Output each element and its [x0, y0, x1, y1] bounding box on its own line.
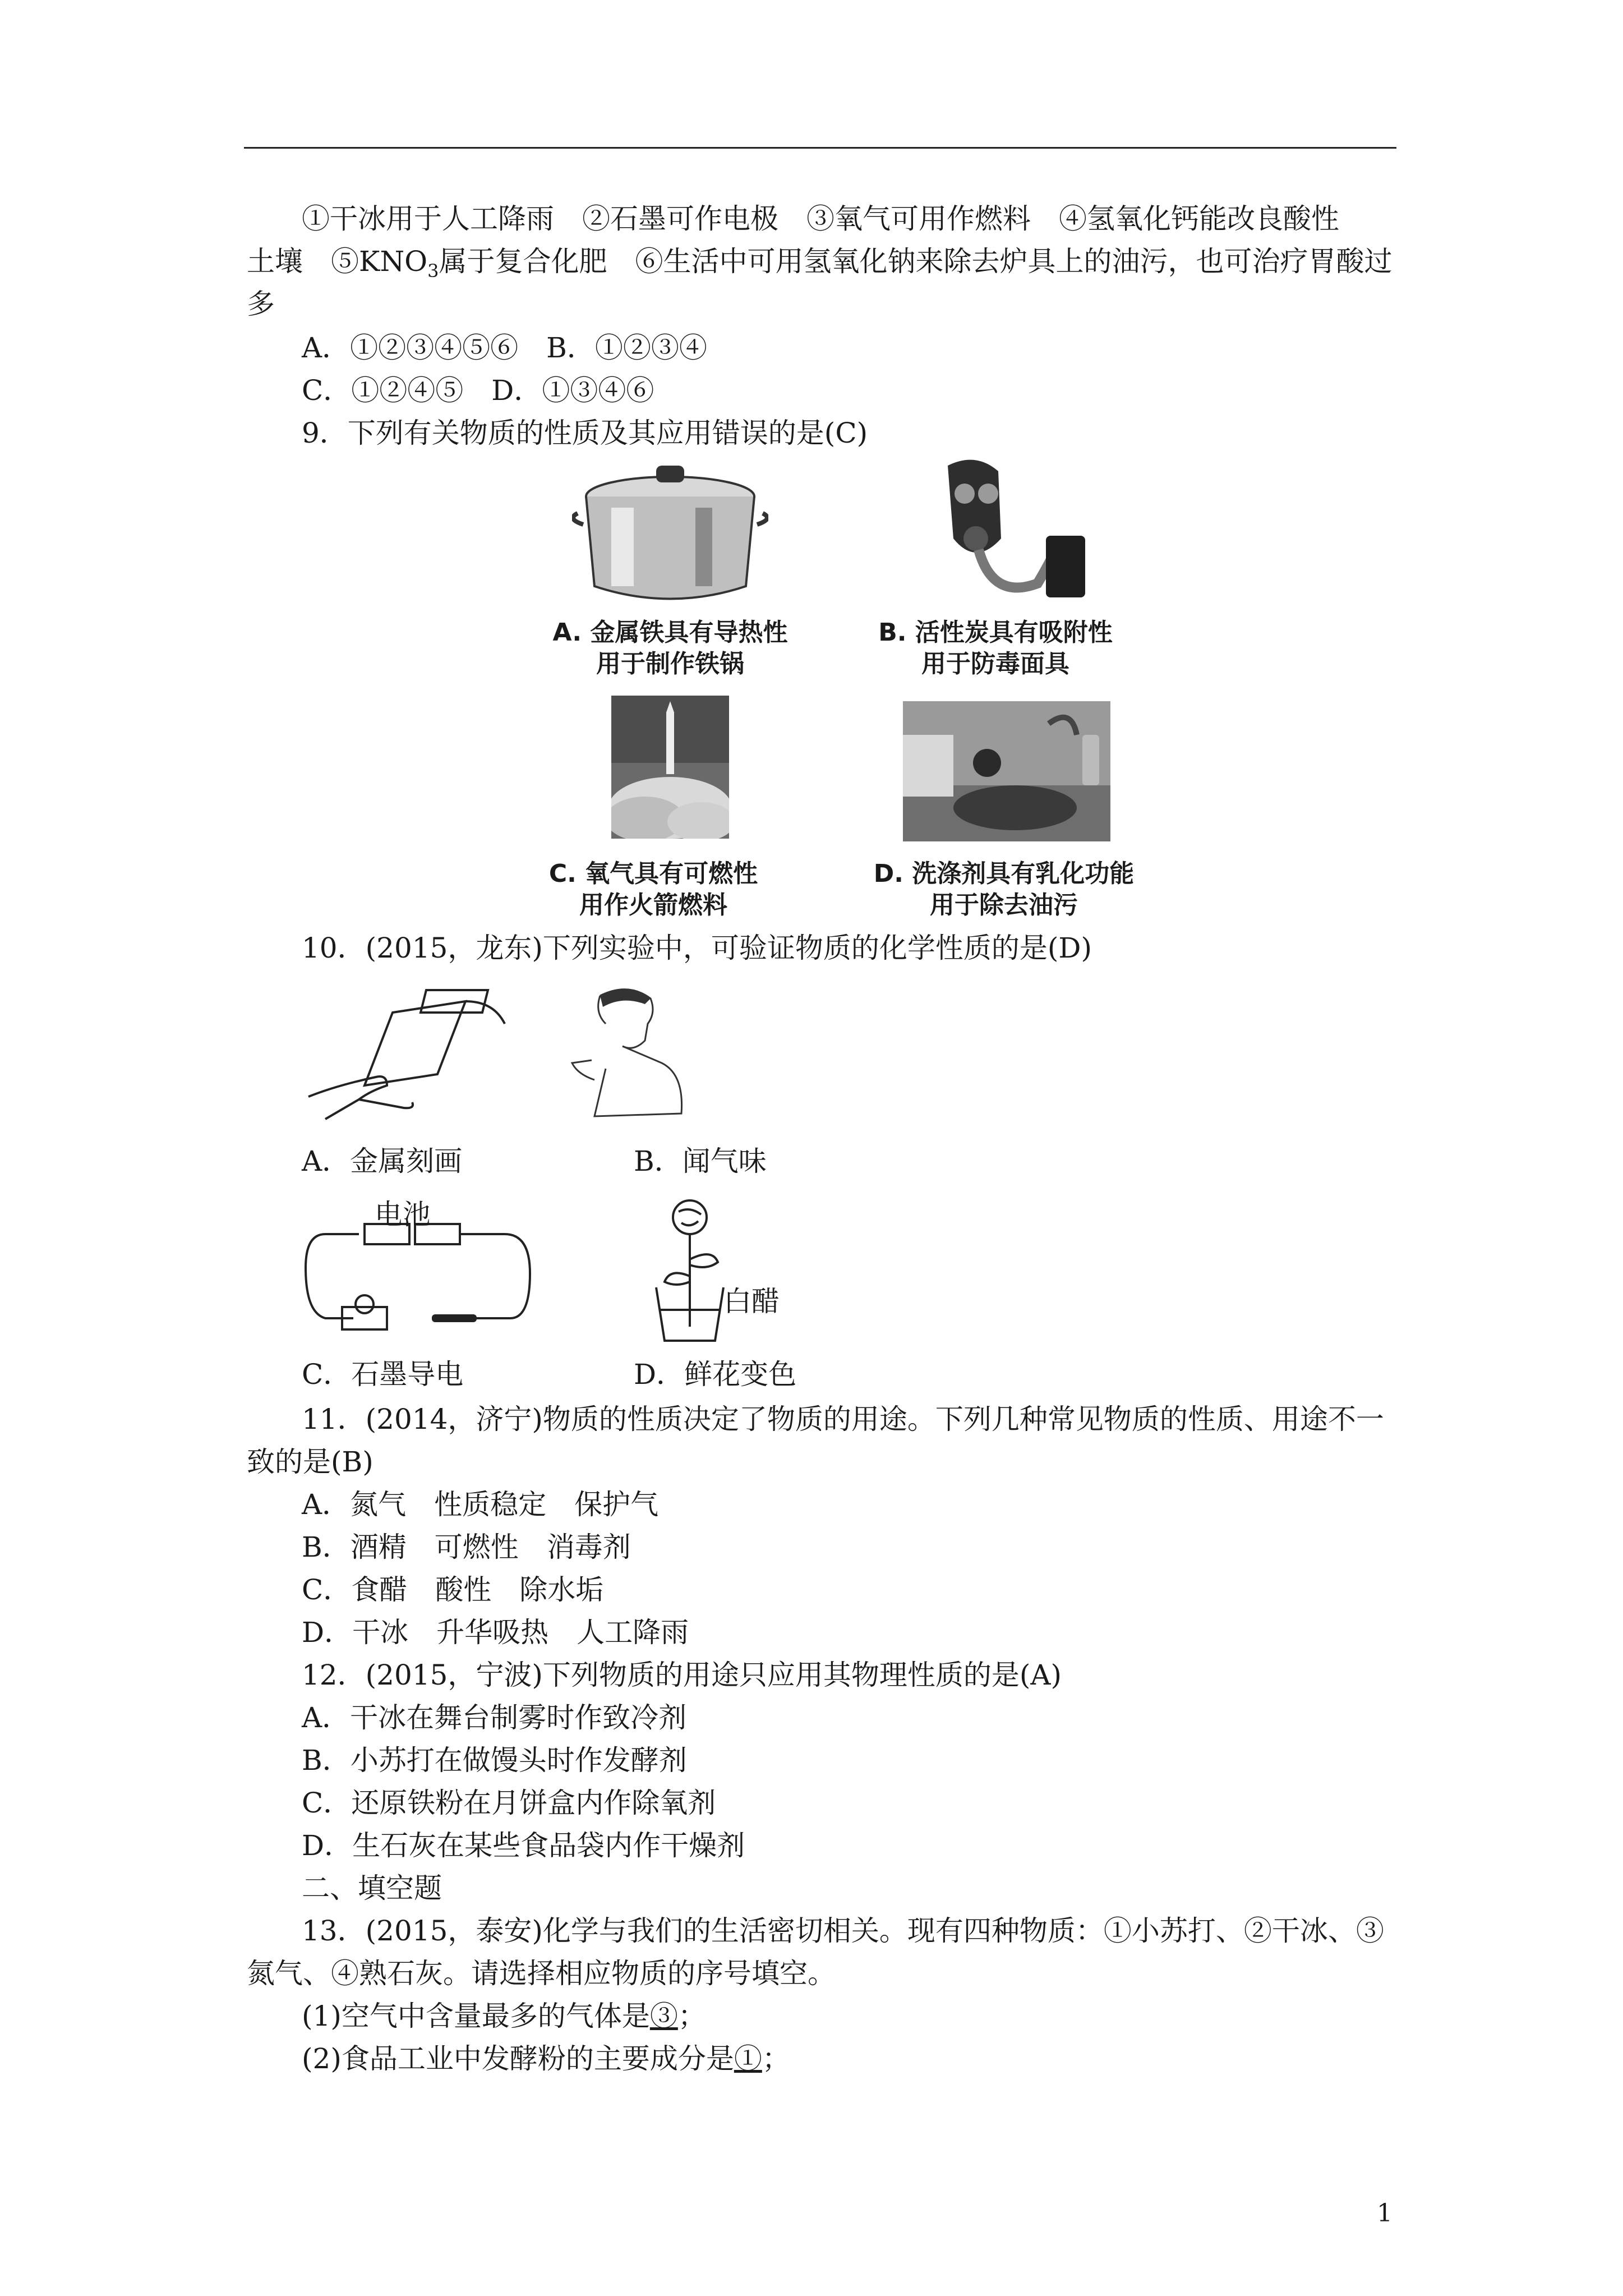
q11-option-c: C．食醋 酸性 除水垢: [302, 1573, 604, 1606]
q8-stem-line1: ①干冰用于人工降雨 ②石墨可作电极 ③氧气可用作燃料 ④氢氧化钙能改良酸性: [302, 203, 1339, 235]
q11-option-a: A．氮气 性质稳定 保护气: [302, 1488, 659, 1521]
q9-caption-d: D. 洗涤剂具有乳化功能 用于除去油污: [873, 859, 1135, 919]
gas-mask-image: [925, 454, 1105, 609]
q10-option-b: B．闻气味: [634, 1145, 767, 1177]
q12-option-b: B．小苏打在做馒头时作发酵剂: [302, 1744, 687, 1777]
section-heading: 二、填空题: [302, 1872, 442, 1904]
q11-stem-line2: 致的是(B): [247, 1446, 374, 1478]
battery-label: 电池: [375, 1198, 431, 1231]
metal-scratch-image: [303, 979, 510, 1130]
q8-stem-line3: 多: [247, 288, 275, 320]
q10-stem: 10．(2015，龙东)下列实验中，可验证物质的化学性质的是(D): [302, 932, 1092, 964]
q13-part1: (1)空气中含量最多的气体是③；: [302, 2000, 706, 2032]
q12-stem: 12．(2015，宁波)下列物质的用途只应用其物理性质的是(A): [302, 1659, 1062, 1691]
q13-part2: (2)食品工业中发酵粉的主要成分是①；: [302, 2042, 790, 2075]
q12-option-d: D．生石灰在某些食品袋内作干燥剂: [302, 1829, 745, 1862]
flower-vinegar-image: [645, 1198, 757, 1346]
q13-stem-line1: 13．(2015，泰安)化学与我们的生活密切相关。现有四种物质：①小苏打、②干冰、③: [302, 1915, 1384, 1947]
q13-answer2: ①: [734, 2042, 762, 2075]
q13-answer1: ③: [649, 2000, 678, 2032]
q9-caption-b: B. 活性炭具有吸附性 用于防毒面具: [878, 618, 1113, 678]
q9-caption-c: C. 氧气具有可燃性 用作火箭燃料: [548, 859, 758, 919]
rocket-image: [611, 696, 729, 839]
q11-option-b: B．酒精 可燃性 消毒剂: [302, 1531, 631, 1563]
q9-stem: 9．下列有关物质的性质及其应用错误的是(C): [302, 417, 868, 449]
q8-stem-line2: 土壤 $⑤KNO_3$属于复合化肥 ⑥生活中可用氢氧化钠来除去炉具上的油污，也可治疗胃酸过: [247, 245, 1393, 282]
q9-caption-a: A. 金属铁具有导热性 用于制作铁锅: [552, 618, 788, 678]
pot-image: [572, 457, 768, 609]
q13-stem-line2: 氮气、④熟石灰。请选择相应物质的序号填空。: [247, 1957, 836, 1990]
dishwashing-image: [903, 701, 1110, 841]
q12-option-a: A．干冰在舞台制雾时作致冷剂: [302, 1701, 687, 1734]
q10-option-d: D．鲜花变色: [634, 1358, 797, 1391]
header-rule: [244, 147, 1396, 149]
smelling-boy-image: [561, 979, 698, 1119]
page-number: 1: [1377, 2199, 1393, 2228]
q12-option-c: C．还原铁粉在月饼盒内作除氧剂: [302, 1787, 716, 1819]
q8-options-ab: A．①②③④⑤⑥ B．①②③④: [302, 332, 707, 364]
q11-stem-line1: 11．(2014，济宁)物质的性质决定了物质的用途。下列几种常见物质的性质、用途不一: [302, 1403, 1384, 1435]
q10-option-a: A．金属刻画: [302, 1145, 463, 1177]
q8-options-cd: C．①②④⑤ D．①③④⑥: [302, 374, 654, 407]
q11-option-d: D．干冰 升华吸热 人工降雨: [302, 1616, 689, 1649]
vinegar-label: 白醋: [723, 1285, 780, 1318]
q10-option-c: C．石墨导电: [302, 1358, 464, 1391]
